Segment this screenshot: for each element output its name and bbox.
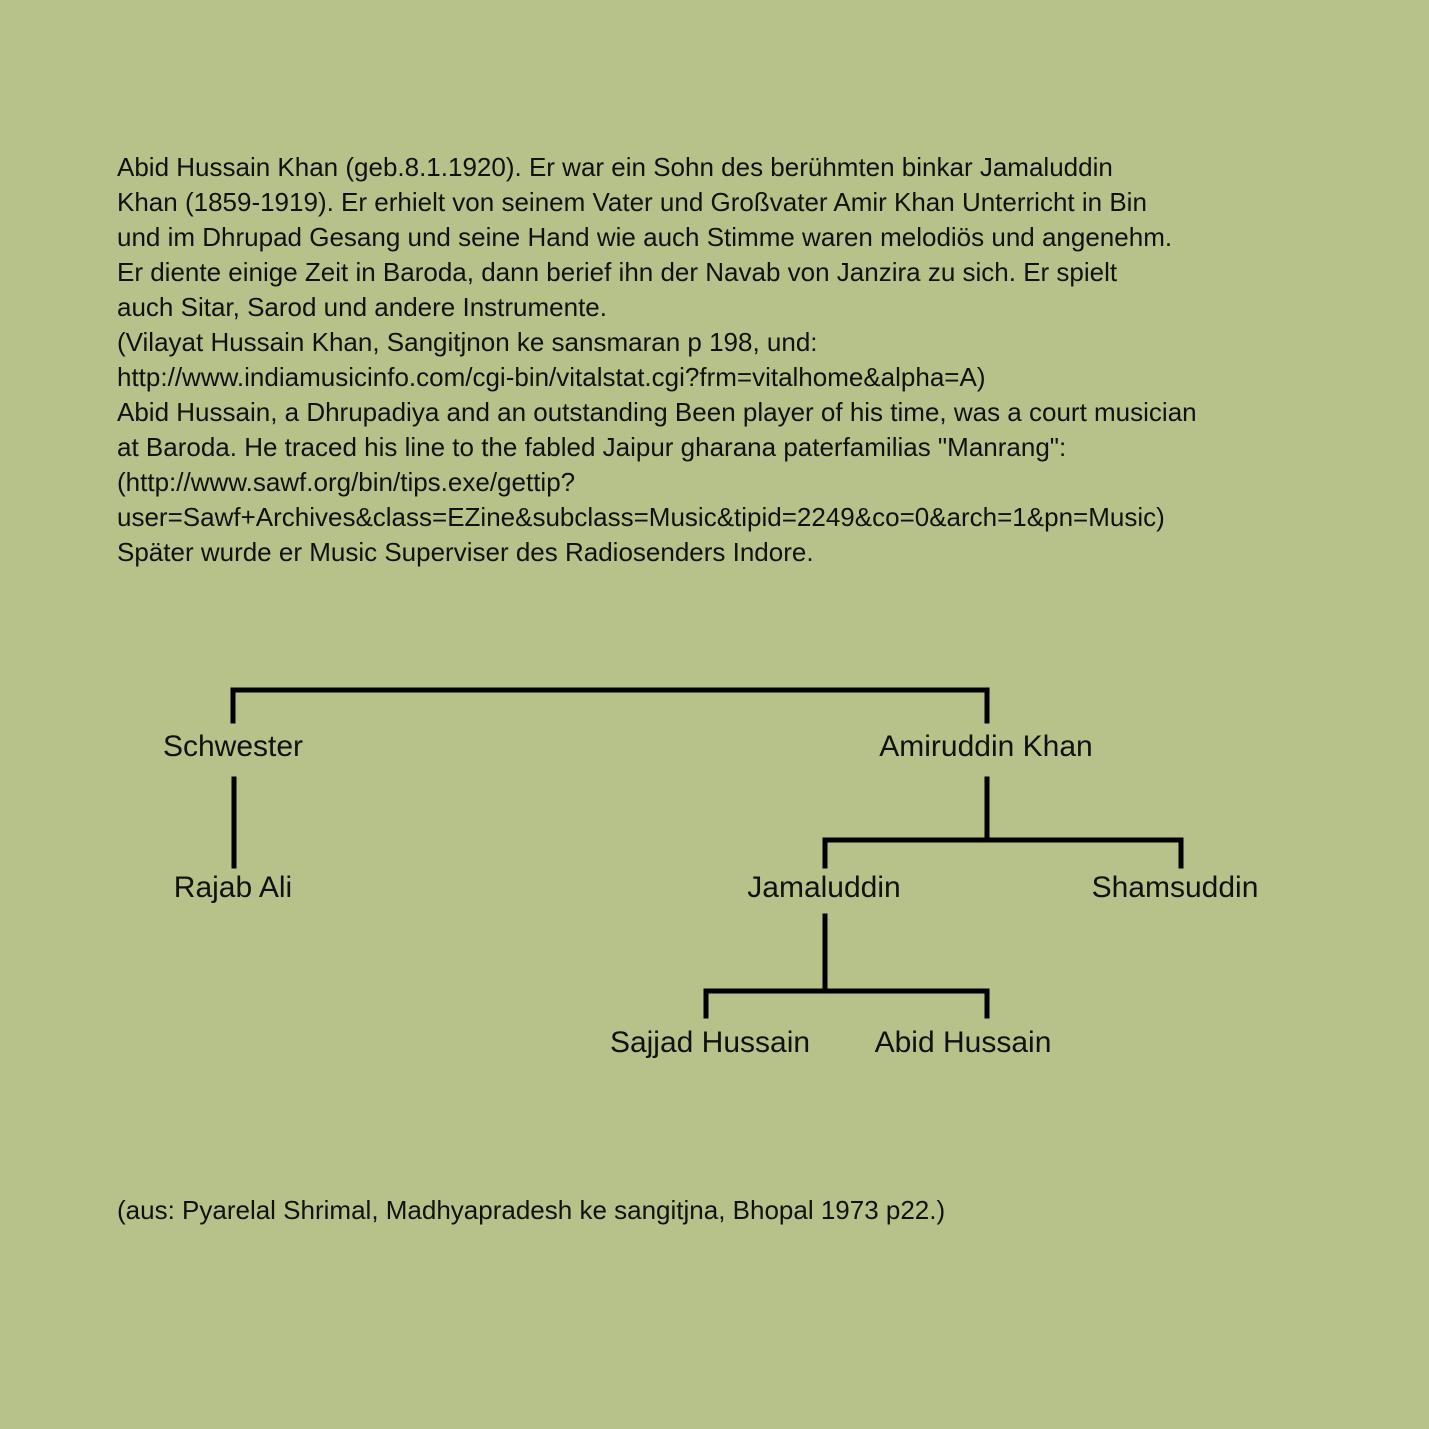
text-line: (http://www.sawf.org/bin/tips.exe/gettip? [117, 467, 576, 497]
tree-node-schwester: Schwester [162, 730, 304, 763]
text-line: Abid Hussain, a Dhrupadiya and an outstanding Been player of his time, was a court musician [117, 397, 1197, 427]
text-line: user=Sawf+Archives&class=EZine&subclass=Music&tipid=2249&co=0&arch=1&pn=Music) [117, 502, 1165, 532]
tree-node-amiruddin-khan: Amiruddin Khan [879, 730, 1093, 763]
text-line: auch Sitar, Sarod und andere Instrumente. [117, 292, 607, 322]
tree-node-rajab-ali: Rajab Ali [173, 871, 293, 904]
source-citation: (aus: Pyarelal Shrimal, Madhyapradesh ke sangitjna, Bhopal 1973 p22.) [117, 1195, 946, 1225]
text-line: und im Dhrupad Gesang und seine Hand wie auch Stimme waren melodiös und angenehm. [117, 222, 1173, 252]
text-line: at Baroda. He traced his line to the fabled Jaipur gharana paterfamilias "Manrang": [117, 432, 1067, 462]
tree-node-abid-hussain: Abid Hussain [874, 1026, 1052, 1059]
tree-node-sajjad-hussain: Sajjad Hussain [609, 1026, 811, 1059]
text-line: http://www.indiamusicinfo.com/cgi-bin/vitalstat.cgi?frm=vitalhome&alpha=A) [117, 362, 986, 392]
tree-node-jamaluddin: Jamaluddin [747, 871, 901, 904]
tree-node-shamsuddin: Shamsuddin [1091, 871, 1259, 904]
text-line: Er diente einige Zeit in Baroda, dann berief ihn der Navab von Janzira zu sich. Er spielt [117, 257, 1118, 287]
text-line: (Vilayat Hussain Khan, Sangitjnon ke sansmaran p 198, und: [117, 327, 818, 357]
text-line: Abid Hussain Khan (geb.8.1.1920). Er war ein Sohn des berühmten binkar Jamaluddin [117, 152, 1113, 182]
text-line: Später wurde er Music Superviser des Radiosenders Indore. [117, 537, 814, 567]
text-line: Khan (1859-1919). Er erhielt von seinem Vater und Großvater Amir Khan Unterricht in Bin [117, 187, 1147, 217]
